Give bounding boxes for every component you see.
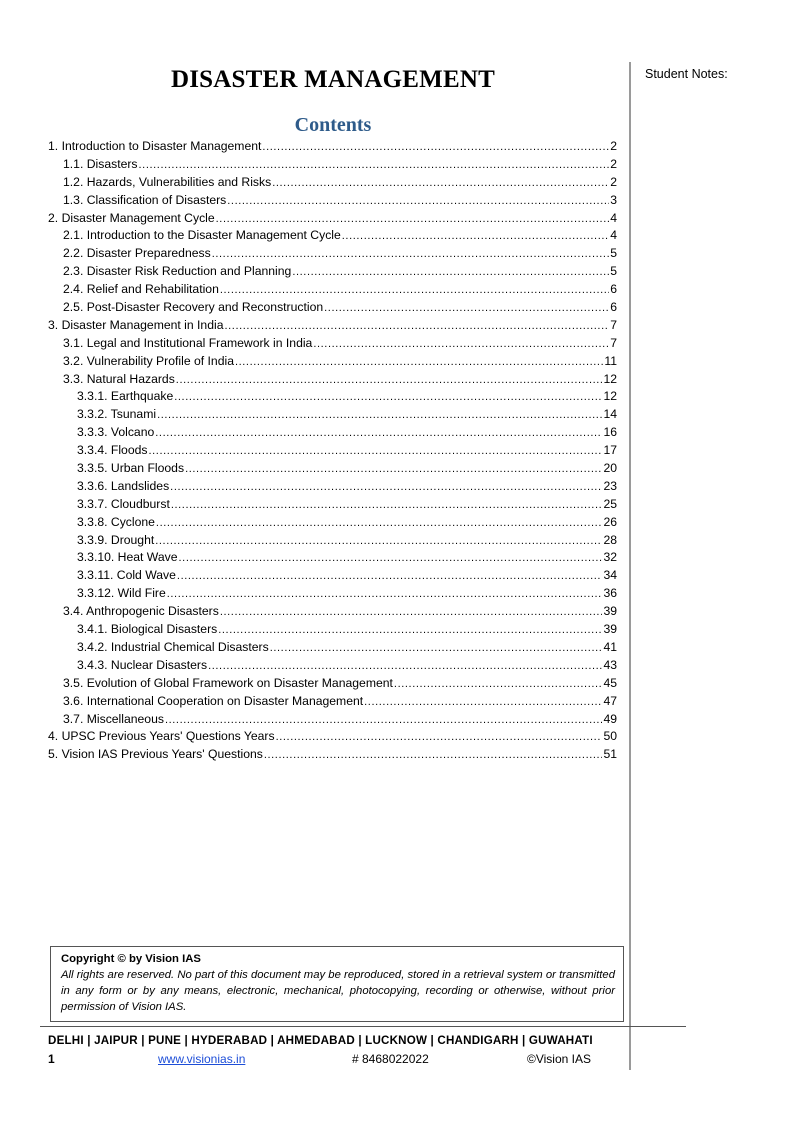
toc-entry[interactable] bbox=[48, 478, 617, 496]
toc-entry[interactable] bbox=[48, 317, 617, 335]
toc-entry[interactable] bbox=[48, 299, 617, 317]
toc-leader-dots bbox=[170, 479, 602, 497]
toc-page-number: 12 bbox=[603, 389, 617, 404]
toc-entry-text: International Cooperation on Disaster Management bbox=[86, 693, 364, 708]
toc-entry[interactable] bbox=[48, 156, 617, 174]
toc-leader-dots bbox=[235, 354, 603, 372]
toc-entry-text: Cloudburst bbox=[110, 496, 170, 511]
toc-entry-text: Earthquake bbox=[110, 389, 174, 404]
toc-page-number: 43 bbox=[603, 657, 617, 672]
toc-entry[interactable] bbox=[48, 424, 617, 442]
toc-entry[interactable] bbox=[48, 657, 617, 675]
toc-entry-number: 1.2. bbox=[63, 174, 84, 189]
toc-entry[interactable] bbox=[48, 174, 617, 192]
toc-entry-label bbox=[77, 585, 166, 603]
toc-leader-dots bbox=[167, 586, 603, 604]
copyright-title: Copyright © by Vision IAS bbox=[61, 953, 201, 965]
toc-entry-label bbox=[63, 299, 323, 317]
footer-divider bbox=[40, 1026, 686, 1027]
toc-leader-dots bbox=[313, 336, 609, 354]
toc-entry-text: Miscellaneous bbox=[86, 711, 164, 726]
toc-leader-dots bbox=[224, 318, 609, 336]
contents-heading: Contents bbox=[294, 114, 372, 136]
phone-number: # 8468022022 bbox=[352, 1052, 429, 1066]
toc-entry[interactable] bbox=[48, 245, 617, 263]
toc-entry[interactable] bbox=[48, 728, 617, 746]
toc-entry-label bbox=[63, 245, 211, 263]
toc-entry-number: 4. bbox=[48, 729, 59, 744]
toc-entry-number: 3.3.10. bbox=[77, 550, 115, 565]
toc-entry-number: 3. bbox=[48, 317, 59, 332]
toc-entry-number: 3.1. bbox=[63, 335, 84, 350]
toc-entry-number: 1.1. bbox=[63, 156, 84, 171]
toc-page-number: 5 bbox=[610, 264, 617, 279]
toc-entry[interactable] bbox=[48, 406, 617, 424]
toc-entry-label bbox=[63, 335, 312, 353]
toc-leader-dots bbox=[208, 658, 602, 676]
toc-page-number: 47 bbox=[603, 693, 617, 708]
toc-entry-number: 2. bbox=[48, 210, 59, 225]
toc-entry-number: 3.5. bbox=[63, 675, 84, 690]
toc-entry[interactable] bbox=[48, 335, 617, 353]
toc-leader-dots bbox=[171, 497, 603, 515]
toc-page-number: 7 bbox=[610, 317, 617, 332]
toc-entry-number: 1.3. bbox=[63, 192, 84, 207]
toc-page-number: 49 bbox=[603, 711, 617, 726]
toc-entry-label bbox=[77, 478, 169, 496]
toc-entry-number: 3.3.4. bbox=[77, 443, 108, 458]
copyright-text: All rights are reserved. No part of this document may be reproduced, stored in a retrieval system or transmitted in any form or by any means, electronic, mechanical, photocopying, recording or otherwise, without prior permission of Vision IAS. bbox=[61, 969, 615, 1013]
toc-page-number: 2 bbox=[610, 139, 617, 153]
footer-cities: DELHI | JAIPUR | PUNE | HYDERABAD | AHMEDABAD | LUCKNOW | CHANDIGARH | GUWAHATI bbox=[48, 1034, 593, 1047]
toc-leader-dots bbox=[220, 604, 603, 622]
toc-leader-dots bbox=[342, 228, 609, 246]
toc-leader-dots bbox=[165, 712, 602, 730]
toc-page-number: 16 bbox=[603, 425, 617, 440]
toc-page-number: 41 bbox=[603, 639, 617, 654]
toc-entry-label bbox=[48, 746, 263, 764]
toc-entry[interactable] bbox=[48, 192, 617, 210]
toc-entry-number: 3.4.1. bbox=[77, 622, 108, 637]
toc-leader-dots bbox=[177, 568, 603, 586]
toc-entry-text: Disaster Risk Reduction and Planning bbox=[86, 264, 292, 279]
toc-page-number: 45 bbox=[603, 675, 617, 690]
toc-entry-text: Disaster Management Cycle bbox=[61, 210, 215, 225]
toc-entry-label bbox=[63, 156, 138, 174]
toc-entry-text: Introduction to the Disaster Management Cycle bbox=[86, 228, 341, 243]
toc-entry-label bbox=[63, 353, 234, 371]
toc-entry-label bbox=[77, 532, 154, 550]
toc-entry[interactable] bbox=[48, 496, 617, 514]
toc-entry-text: Industrial Chemical Disasters bbox=[110, 639, 269, 654]
toc-entry-number: 3.3.2. bbox=[77, 407, 108, 422]
toc-entry-number: 2.4. bbox=[63, 282, 84, 297]
toc-entry-label bbox=[63, 693, 363, 711]
toc-entry-text: Cold Wave bbox=[116, 568, 176, 583]
toc-entry[interactable] bbox=[48, 353, 617, 371]
toc-entry-label bbox=[77, 442, 147, 460]
toc-leader-dots bbox=[176, 372, 603, 390]
toc-leader-dots bbox=[272, 175, 609, 193]
toc-page-number: 20 bbox=[603, 461, 617, 476]
website-link[interactable]: www.visionias.in bbox=[158, 1052, 246, 1066]
toc-page-number: 32 bbox=[603, 550, 617, 565]
toc-entry-label bbox=[48, 138, 261, 156]
toc-entry-number: 3.3.7. bbox=[77, 496, 108, 511]
toc-leader-dots bbox=[394, 676, 603, 694]
toc-entry[interactable] bbox=[48, 746, 617, 764]
toc-page-number: 34 bbox=[603, 568, 617, 583]
toc-entry-label bbox=[77, 657, 207, 675]
table-of-contents bbox=[48, 138, 617, 764]
toc-entry[interactable] bbox=[48, 388, 617, 406]
toc-entry-text: Post-Disaster Recovery and Reconstruction bbox=[86, 300, 324, 315]
toc-leader-dots bbox=[174, 389, 602, 407]
toc-leader-dots bbox=[185, 461, 602, 479]
toc-page-number: 23 bbox=[603, 478, 617, 493]
toc-page-number: 3 bbox=[610, 192, 617, 207]
toc-entry-text: Evolution of Global Framework on Disaster Management bbox=[86, 675, 393, 690]
toc-entry-label bbox=[77, 639, 269, 657]
toc-entry-label bbox=[63, 227, 341, 245]
toc-entry[interactable] bbox=[48, 567, 617, 585]
toc-entry-text: Tsunami bbox=[110, 407, 157, 422]
toc-entry-number: 3.6. bbox=[63, 693, 84, 708]
toc-entry-number: 3.2. bbox=[63, 353, 84, 368]
toc-entry-label bbox=[77, 460, 184, 478]
toc-entry-label bbox=[77, 621, 217, 639]
toc-entry-label bbox=[77, 388, 173, 406]
toc-entry-number: 3.3.9. bbox=[77, 532, 108, 547]
toc-entry-text: Disaster Preparedness bbox=[86, 246, 211, 261]
toc-entry-number: 3.3.11. bbox=[77, 568, 114, 583]
toc-leader-dots bbox=[218, 622, 602, 640]
toc-entry[interactable] bbox=[48, 621, 617, 639]
toc-entry-label bbox=[48, 210, 215, 228]
toc-entry[interactable] bbox=[48, 711, 617, 729]
toc-entry-label bbox=[77, 549, 178, 567]
toc-entry-label bbox=[48, 728, 275, 746]
toc-leader-dots bbox=[264, 747, 603, 765]
toc-leader-dots bbox=[324, 300, 609, 318]
toc-page-number: 2 bbox=[610, 156, 617, 171]
toc-entry-number: 3.3. bbox=[63, 371, 84, 386]
toc-entry-label bbox=[63, 371, 175, 389]
toc-leader-dots bbox=[157, 407, 602, 425]
toc-entry[interactable] bbox=[48, 263, 617, 281]
toc-entry-text: Cyclone bbox=[110, 514, 155, 529]
toc-page-number: 6 bbox=[610, 282, 617, 297]
toc-entry[interactable] bbox=[48, 227, 617, 245]
toc-page-number: 50 bbox=[603, 729, 617, 744]
document-title: DISASTER MANAGEMENT bbox=[171, 66, 495, 93]
toc-entry-text: Introduction to Disaster Management bbox=[61, 139, 262, 153]
toc-entry-number: 3.3.3. bbox=[77, 425, 108, 440]
toc-entry[interactable] bbox=[48, 675, 617, 693]
toc-entry[interactable] bbox=[48, 138, 617, 156]
toc-leader-dots bbox=[220, 282, 609, 300]
toc-entry-text: Relief and Rehabilitation bbox=[86, 282, 219, 297]
toc-leader-dots bbox=[179, 550, 603, 568]
toc-entry-label bbox=[77, 514, 155, 532]
toc-entry-label bbox=[77, 424, 154, 442]
toc-entry-number: 2.1. bbox=[63, 228, 84, 243]
toc-entry-text: Nuclear Disasters bbox=[110, 657, 208, 672]
toc-entry-label bbox=[77, 496, 170, 514]
toc-leader-dots bbox=[292, 264, 609, 282]
toc-entry-text: Biological Disasters bbox=[110, 622, 218, 637]
toc-entry[interactable] bbox=[48, 281, 617, 299]
toc-entry-text: Landslides bbox=[110, 478, 170, 493]
toc-leader-dots bbox=[155, 425, 602, 443]
toc-page-number: 2 bbox=[610, 174, 617, 189]
toc-entry-text: Hazards, Vulnerabilities and Risks bbox=[86, 174, 272, 189]
toc-entry-label bbox=[48, 317, 223, 335]
toc-entry-number: 2.2. bbox=[63, 246, 84, 261]
toc-entry-text: Anthropogenic Disasters bbox=[86, 604, 219, 619]
brand-mark: ©Vision IAS bbox=[527, 1052, 591, 1066]
toc-leader-dots bbox=[216, 211, 610, 229]
toc-leader-dots bbox=[262, 139, 609, 157]
page-number: 1 bbox=[48, 1052, 55, 1066]
toc-entry-number: 3.4.3. bbox=[77, 657, 108, 672]
toc-entry-label bbox=[77, 567, 176, 585]
toc-entry[interactable] bbox=[48, 460, 617, 478]
toc-page-number: 25 bbox=[603, 496, 617, 511]
toc-entry-number: 3.3.8. bbox=[77, 514, 108, 529]
toc-entry-text: UPSC Previous Years' Questions Years bbox=[61, 729, 275, 744]
toc-entry-label bbox=[63, 192, 226, 210]
toc-entry-number: 3.3.5. bbox=[77, 461, 108, 476]
toc-leader-dots bbox=[227, 193, 609, 211]
toc-entry-text: Disasters bbox=[86, 156, 138, 171]
toc-entry-text: Vulnerability Profile of India bbox=[86, 353, 234, 368]
toc-entry-number: 2.3. bbox=[63, 264, 84, 279]
toc-page-number: 17 bbox=[603, 443, 617, 458]
toc-entry-number: 3.4. bbox=[63, 604, 84, 619]
toc-entry[interactable] bbox=[48, 514, 617, 532]
toc-entry-number: 1. bbox=[48, 139, 59, 153]
toc-entry[interactable] bbox=[48, 442, 617, 460]
toc-page-number: 4 bbox=[610, 228, 617, 243]
toc-entry-label bbox=[77, 406, 156, 424]
notes-divider bbox=[629, 62, 631, 1070]
toc-entry-text: Heat Wave bbox=[117, 550, 178, 565]
toc-leader-dots bbox=[270, 640, 603, 658]
toc-entry-label bbox=[63, 711, 164, 729]
toc-entry[interactable] bbox=[48, 603, 617, 621]
toc-entry-number: 3.3.6. bbox=[77, 478, 108, 493]
toc-page-number: 5 bbox=[610, 246, 617, 261]
toc-leader-dots bbox=[276, 729, 603, 747]
toc-entry-text: Drought bbox=[110, 532, 155, 547]
toc-page-number: 39 bbox=[603, 604, 617, 619]
toc-leader-dots bbox=[155, 533, 602, 551]
toc-entry[interactable] bbox=[48, 639, 617, 657]
toc-entry-label bbox=[63, 281, 219, 299]
toc-page-number: 39 bbox=[603, 622, 617, 637]
student-notes-label: Student Notes: bbox=[645, 67, 728, 81]
toc-entry-text: Wild Fire bbox=[117, 586, 166, 601]
toc-entry-number: 5. bbox=[48, 747, 59, 762]
toc-leader-dots bbox=[156, 515, 603, 533]
toc-entry-label bbox=[63, 174, 271, 192]
toc-entry-label bbox=[63, 675, 393, 693]
toc-entry-label bbox=[63, 603, 219, 621]
toc-entry-number: 3.4.2. bbox=[77, 639, 108, 654]
toc-entry-text: Floods bbox=[110, 443, 148, 458]
toc-entry[interactable] bbox=[48, 210, 617, 228]
toc-entry-number: 2.5. bbox=[63, 300, 84, 315]
toc-entry-label bbox=[63, 263, 291, 281]
toc-page-number: 11 bbox=[604, 353, 617, 368]
toc-entry-number: 3.3.1. bbox=[77, 389, 108, 404]
toc-page-number: 4 bbox=[610, 210, 617, 225]
toc-leader-dots bbox=[139, 157, 610, 175]
toc-leader-dots bbox=[212, 246, 610, 264]
toc-entry-number: 3.7. bbox=[63, 711, 84, 726]
toc-page-number: 14 bbox=[603, 407, 617, 422]
toc-entry[interactable] bbox=[48, 549, 617, 567]
copyright-box bbox=[50, 946, 624, 1022]
toc-entry[interactable] bbox=[48, 371, 617, 389]
toc-entry-text: Urban Floods bbox=[110, 461, 185, 476]
toc-entry[interactable] bbox=[48, 693, 617, 711]
toc-page-number: 7 bbox=[610, 335, 617, 350]
toc-entry-text: Vision IAS Previous Years' Questions bbox=[61, 747, 263, 762]
toc-page-number: 28 bbox=[603, 532, 617, 547]
toc-entry[interactable] bbox=[48, 532, 617, 550]
toc-leader-dots bbox=[364, 694, 602, 712]
toc-page-number: 12 bbox=[603, 371, 617, 386]
toc-entry-text: Disaster Management in India bbox=[61, 317, 224, 332]
toc-entry-text: Classification of Disasters bbox=[86, 192, 227, 207]
toc-leader-dots bbox=[148, 443, 602, 461]
toc-entry-number: 3.3.12. bbox=[77, 586, 115, 601]
toc-entry-text: Legal and Institutional Framework in India bbox=[86, 335, 313, 350]
toc-page-number: 51 bbox=[603, 747, 617, 762]
toc-page-number: 6 bbox=[610, 300, 617, 315]
toc-entry-text: Natural Hazards bbox=[86, 371, 175, 386]
toc-entry-text: Volcano bbox=[110, 425, 155, 440]
toc-entry[interactable] bbox=[48, 585, 617, 603]
toc-page-number: 36 bbox=[603, 586, 617, 601]
toc-page-number: 26 bbox=[603, 514, 617, 529]
